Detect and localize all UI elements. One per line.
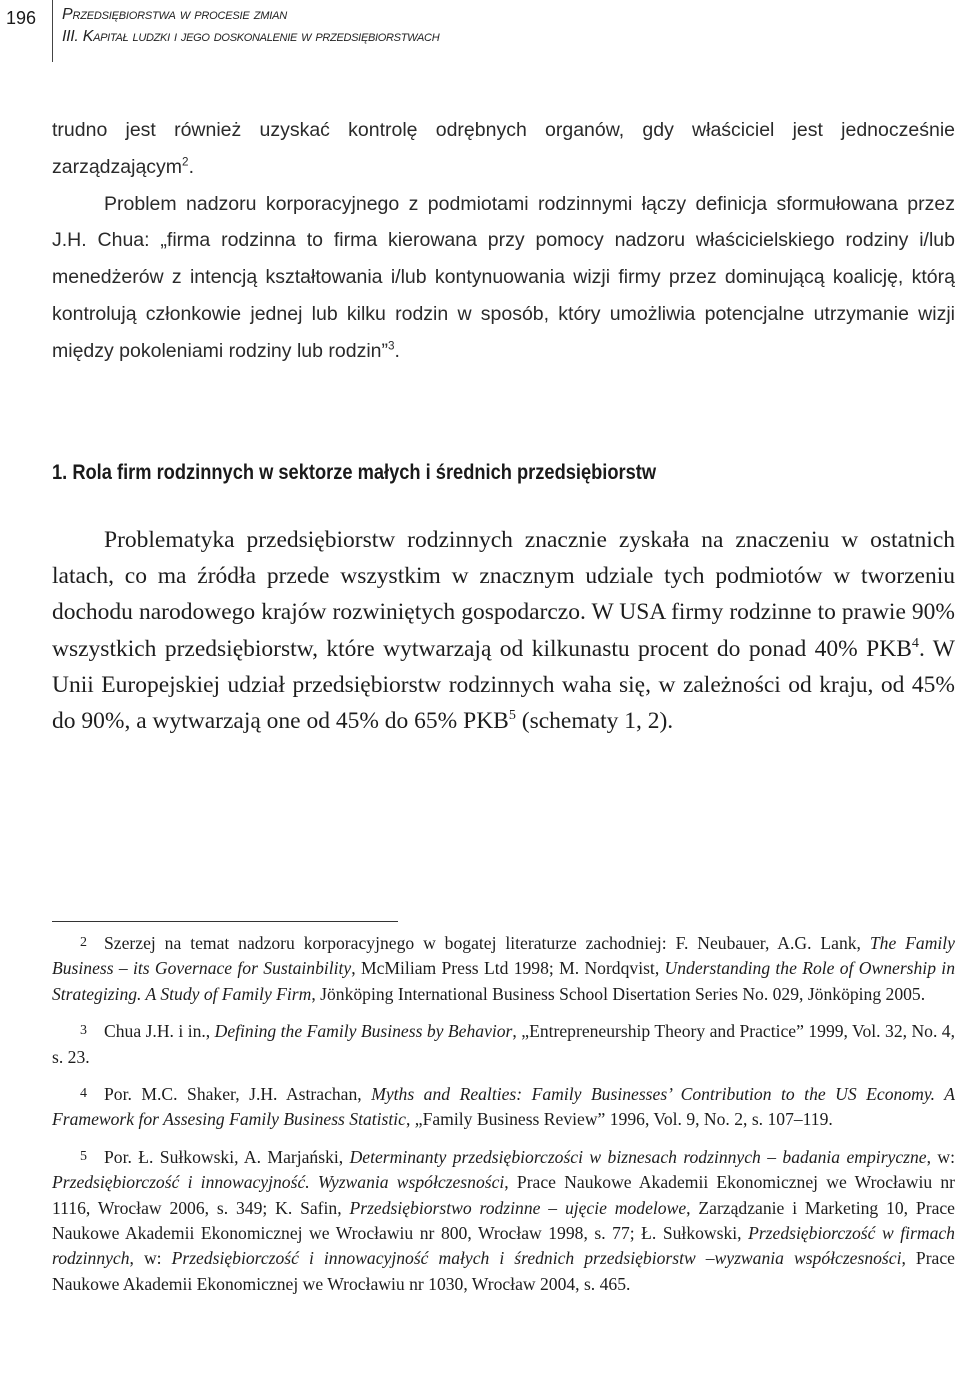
- paragraph-2: [52, 186, 955, 370]
- paragraph-continued: [52, 112, 955, 370]
- paragraph-1-text: trudno jest również uzyskać kontrolę odrębnych organów, gdy właściciel jest jednocześnie zarządzającym: [52, 119, 955, 178]
- footnote-text: , w:: [129, 1248, 172, 1269]
- footnote-title: Determinanty przedsiębiorczości w biznesach rodzinnych – badania empiryczne: [349, 1146, 927, 1167]
- footnote-text: , McMiliam Press Ltd 1998; M. Nordqvist,: [351, 958, 665, 979]
- running-title-chapter: III. Kapitał ludzki i jego doskonalenie w przedsiębiorstwach: [62, 28, 440, 45]
- footnote-ref-5[interactable]: 5: [508, 707, 516, 724]
- paragraph-3-part3: (schematy 1, 2).: [515, 708, 674, 735]
- footnote-4: [52, 1081, 955, 1133]
- footnote-text: , „Family Business Review” 1996, Vol. 9, No. 2, s. 107–119.: [405, 1109, 833, 1130]
- footnote-mark: 5: [80, 1148, 87, 1164]
- footnote-mark: 4: [80, 1086, 87, 1102]
- footnote-text: , w:: [926, 1146, 956, 1167]
- footnote-mark: 2: [80, 935, 87, 950]
- footnote-text: , Jönköping International Business School Disertation Series No. 029, Jönköping 2005.: [311, 983, 926, 1004]
- footnote-separator: [52, 921, 398, 922]
- footnote-text: Chua J.H. i in.,: [104, 1021, 215, 1042]
- footnote-ref-3[interactable]: 3: [388, 339, 395, 353]
- footnote-title: Myths and Realties: Family Businesses’ Contribution to the US Economy. A Framework for Assesing Family Business Statistic: [52, 1084, 955, 1130]
- footnote-text: , Zarządzanie i Marketing 10, Prace Naukowe Akademii Ekonomicznej we Wrocławiu nr 800, Wrocław 1998, s. 77; Ł. Sułkowski,: [52, 1197, 955, 1244]
- footnote-title: Przedsiębiorstwo rodzinne – ujęcie modelowe: [349, 1197, 687, 1218]
- footnote-text: , Prace Naukowe Akademii Ekonomicznej we Wrocławiu nr 1116, Wrocław 2006, s. 349; K. Safin,: [52, 1172, 955, 1218]
- footnote-title: Przedsiębiorczość w firmach rodzinnych: [52, 1223, 955, 1269]
- paragraph-1: [52, 112, 955, 186]
- footnote-5: [52, 1144, 955, 1297]
- footnote-text: , Prace Naukowe Akademii Ekonomicznej we Wrocławiu nr 1030, Wrocław 2004, s. 465.: [52, 1248, 955, 1294]
- footnote-title: Defining the Family Business by Behavior: [214, 1021, 513, 1042]
- paragraph-3: [52, 522, 955, 739]
- footnote-3: [52, 1018, 955, 1070]
- paragraph-3-part2: . W Unii Europejskiej udział przedsiębiorstw rodzinnych waha się, w zależności od kraju, od 45% do 90%, a wytwarzają one od 45% do 65% PKB: [52, 635, 955, 735]
- section-body: [52, 522, 955, 739]
- section-heading: 1. Rola firm rodzinnych w sektorze małych i średnich przedsiębiorstw: [52, 461, 657, 484]
- paragraph-2-text: Problem nadzoru korporacyjnego z podmiotami rodzinnymi łączy definicja sformułowana przez J.H. Chua: „firma rodzinna to firma kierowana przy pomocy nadzoru właścicielskiego rodziny i/lub menedżerów z intencją kształtowania i/lub kontynuowania wizji firmy przez dominującą koalicję, którą kontrolują członkowie jednej lub kilku rodzin w sposób, który umożliwia potencjalne utrzymanie wizji między pokoleniami rodziny lub rodzin”: [52, 192, 955, 362]
- footnote-ref-4[interactable]: 4: [911, 634, 919, 651]
- header-divider: [52, 0, 53, 62]
- footnote-text: Szerzej na temat nadzoru korporacyjnego w bogatej literaturze zachodniej: F. Neubauer, A.G. Lank,: [104, 933, 870, 953]
- footnote-title: The Family Business – its Governace for Sustainbility: [52, 933, 955, 979]
- footnote-text: Por. Ł. Sułkowski, A. Marjański,: [104, 1146, 350, 1167]
- footnote-title: Understanding the Role of Ownership in Strategizing. A Study of Family Firm: [52, 958, 955, 1004]
- page-number: 196: [6, 8, 37, 28]
- footnote-ref-2[interactable]: 2: [182, 155, 189, 169]
- running-header: [0, 0, 960, 66]
- paragraph-1-end: .: [188, 155, 194, 178]
- footnotes: [52, 930, 955, 1308]
- paragraph-2-end: .: [394, 339, 400, 362]
- footnote-text: Por. M.C. Shaker, J.H. Astrachan,: [104, 1084, 372, 1105]
- footnote-text: , „Entrepreneurship Theory and Practice” 1999, Vol. 32, No. 4, s. 23.: [52, 1021, 955, 1067]
- footnote-mark: 3: [80, 1023, 87, 1039]
- running-title-book: Przedsiębiorstwa w procesie zmian: [62, 6, 288, 23]
- paragraph-3-part1: Problematyka przedsiębiorstw rodzinnych znacznie zyskała na znaczeniu w ostatnich latach, co ma źródła przede wszystkim w znacznym udziale tych podmiotów w tworzeniu dochodu narodowego krajów rozwiniętych gospodarczo. W USA firmy rodzinne to prawie 90% wszystkich przedsiębiorstw, które wytwarzają od kilkunastu procent do ponad 40% PKB: [52, 527, 955, 662]
- footnote-2: [52, 930, 955, 1007]
- running-title: [62, 4, 439, 48]
- footnote-title: Przedsiębiorczość i innowacyjność. Wyzwania współczesności: [52, 1172, 505, 1193]
- footnote-title: Przedsiębiorczość i innowacyjność małych i średnich przedsiębiorstw –wyzwania współczesności: [171, 1248, 902, 1269]
